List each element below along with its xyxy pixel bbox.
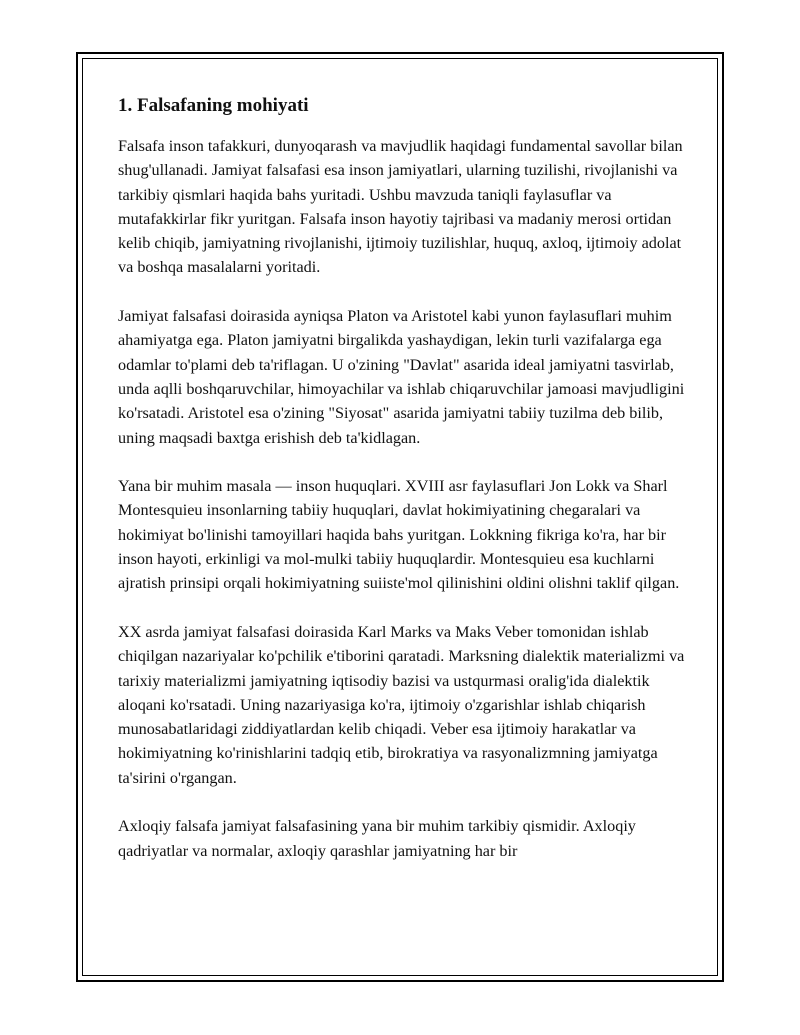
paragraph-5: Axloqiy falsafa jamiyat falsafasining yana bir muhim tarkibiy qismidir. Axloqiy qadriyatlar va normalar, axloqiy qarashlar jamiyatning har bir [118,817,636,860]
paragraph-4: XX asrda jamiyat falsafasi doirasida Karl Marks va Maks Veber tomonidan ishlab chiqilgan nazariyalar ko'pchilik e'tiborini qaratadi. Marksning dialektik materializmi va tarixiy materializmi jamiyatning iqtisodiy bazisi va ustqurmasi oralig'ida dialektik aloqani ko'rsatadi. Uning nazariyasiga ko'ra, ijtimoiy o'zgarishlar ishlab chiqarish munosabatlaridagi ziddiyatlardan kelib chiqadi. Veber esa ijtimoiy harakatlar va hokimiyatning ko'rinishlarini tadqiq etib, birokratiya va rasyonalizmning jamiyatga ta'sirini o'rgangan. [118,622,685,787]
paragraph-3: Yana bir muhim masala — inson huquqlari. XVIII asr faylasuflari Jon Lokk va Sharl Montesquieu insonlarning tabiiy huquqlari, davlat hokimiyatining chegaralari va hokimiyat bo'linishi tamoyillari haqida bahs yuritgan. Lokkning fikriga ko'ra, har bir inson hayoti, erkinligi va mol-mulki tabiiy huquqlardir. Montesquieu esa kuchlarni ajratish prinsipi orqali hokimiyatning suiiste'mol qilinishini oldini olishni taklif qilgan. [118,477,680,593]
section-heading: 1. Falsafaning mohiyati [118,95,309,116]
paragraph-2: Jamiyat falsafasi doirasida ayniqsa Platon va Aristotel kabi yunon faylasuflari muhim ahamiyatga ega. Platon jamiyatni birgalikda yashaydigan, lekin turli vazifalarga ega odamlar to'plami deb ta'riflagan. U o'zining "Davlat" asarida ideal jamiyatni tasvirlab, unda aqlli boshqaruvchilar, himoyachilar va ishlab chiqaruvchilar jamoasi mavjudligini ko'rsatadi. Aristotel esa o'zining "Siyosat" asarida jamiyatni tabiiy tuzilma deb bilib, uning maqsadi baxtga erishish deb ta'kidlagan. [118,307,685,447]
paragraph-1: Falsafa inson tafakkuri, dunyoqarash va mavjudlik haqidagi fundamental savollar bilan shug'ullanadi. Jamiyat falsafasi esa inson jamiyatlari, ularning tuzilishi, rivojlanishi va tarkibiy qismlari haqida bahs yuritadi. Ushbu mavzuda taniqli faylasuflar va mutafakkirlar fikr yuritgan. Falsafa inson hayotiy tajribasi va madaniy merosi ortidan kelib chiqib, jamiyatning rivojlanishi, ijtimoiy tuzilishlar, huquq, axloq, ijtimoiy adolat va boshqa masalalarni yoritadi. [118,137,683,277]
document-body [118,92,698,887]
